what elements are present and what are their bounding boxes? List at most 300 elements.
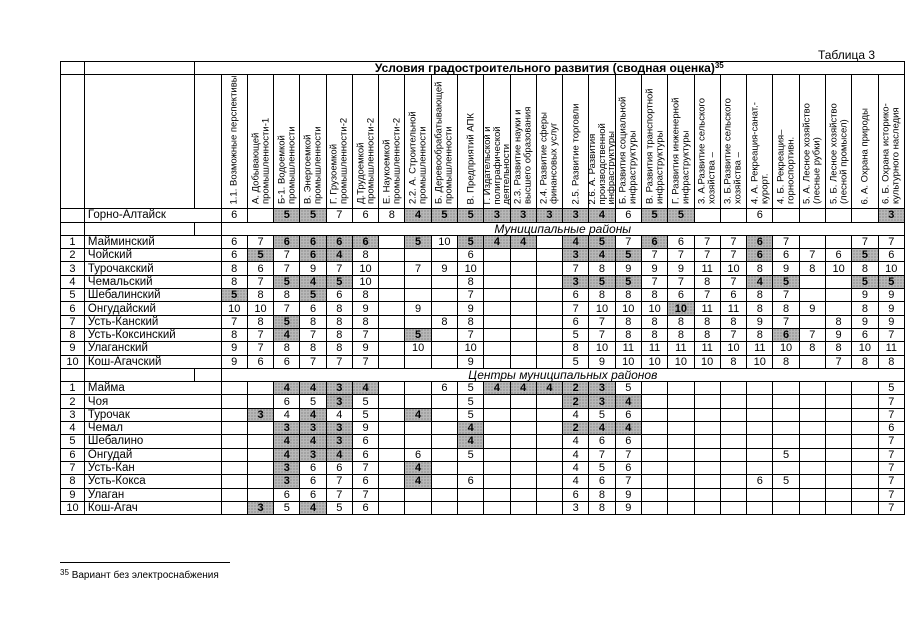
score-cell: [720, 209, 746, 222]
score-cell-highlight: 5: [668, 209, 694, 222]
column-header-text: 3. А.Развитие сельского хозяйства –: [696, 98, 718, 205]
score-cell: [431, 395, 457, 408]
section-title: Центры муниципальных районов: [221, 368, 904, 381]
score-cell: [484, 249, 510, 262]
score-cell: [484, 289, 510, 302]
score-cell: 10: [352, 275, 378, 288]
score-cell: [825, 275, 851, 288]
score-cell: [379, 395, 405, 408]
score-cell: [510, 501, 536, 514]
score-cell: [799, 501, 825, 514]
score-cell: 8: [615, 315, 641, 328]
score-cell: 7: [326, 488, 352, 501]
score-cell: [773, 461, 799, 474]
row-name: Усть-Кокса: [84, 475, 221, 488]
score-cell: 6: [247, 262, 273, 275]
table-row: [61, 249, 905, 262]
score-cell: [510, 289, 536, 302]
score-cell: [641, 501, 667, 514]
score-cell: 6: [431, 382, 457, 395]
score-cell: [852, 448, 878, 461]
corner-cell: [61, 62, 85, 75]
score-cell: [379, 355, 405, 368]
score-cell: 6: [405, 448, 431, 461]
score-cell: 10: [615, 355, 641, 368]
score-cell: 7: [878, 435, 904, 448]
score-cell: 8: [720, 355, 746, 368]
corner-cell: [84, 62, 194, 75]
score-cell-highlight: 4: [458, 435, 484, 448]
score-cell: [825, 209, 851, 222]
score-cell-highlight: 3: [326, 422, 352, 435]
score-cell: [668, 475, 694, 488]
score-cell: [773, 488, 799, 501]
score-cell-highlight: 3: [589, 382, 615, 395]
score-cell: 9: [221, 342, 247, 355]
section-title: Муниципальные районы: [221, 222, 904, 235]
score-cell: [773, 501, 799, 514]
score-cell: 9: [773, 262, 799, 275]
score-cell: 8: [799, 342, 825, 355]
column-header: [563, 75, 589, 209]
row-name: Майма: [84, 382, 221, 395]
score-cell: [641, 488, 667, 501]
score-cell: 7: [668, 249, 694, 262]
score-cell: 7: [563, 262, 589, 275]
score-cell: [510, 461, 536, 474]
score-cell: 9: [458, 355, 484, 368]
score-cell: 8: [352, 315, 378, 328]
score-cell: 6: [668, 289, 694, 302]
score-cell: [536, 355, 562, 368]
score-cell: 7: [589, 315, 615, 328]
score-cell: 5: [589, 461, 615, 474]
score-cell: 4: [563, 435, 589, 448]
score-cell: [458, 488, 484, 501]
table-row: [61, 262, 905, 275]
score-cell: 10: [641, 302, 667, 315]
score-cell-highlight: 5: [641, 209, 667, 222]
column-header-text: В. Предприятий АПК: [464, 112, 476, 205]
score-cell: 5: [589, 408, 615, 421]
score-cell-highlight: 4: [300, 275, 326, 288]
row-name: Кош-Агач: [84, 501, 221, 514]
table-row: [61, 235, 905, 248]
column-header-text: Е. Наукоемкой промышленности-2: [381, 118, 402, 205]
score-cell-highlight: 4: [300, 501, 326, 514]
score-cell: [536, 422, 562, 435]
score-cell: 4: [274, 408, 300, 421]
score-cell: 7: [878, 475, 904, 488]
score-cell: [484, 435, 510, 448]
score-cell: [852, 395, 878, 408]
score-cell: [484, 342, 510, 355]
column-header: [481, 75, 512, 209]
score-cell-highlight: 2: [563, 422, 589, 435]
score-cell: [458, 461, 484, 474]
score-cell: 6: [747, 209, 773, 222]
score-cell: [799, 461, 825, 474]
score-cell: 7: [247, 275, 273, 288]
score-cell-highlight: 4: [589, 422, 615, 435]
score-cell: 8: [747, 262, 773, 275]
score-cell: 7: [221, 315, 247, 328]
column-header-text: Г. Грузоемкой промышленности-2: [328, 118, 350, 205]
score-cell: 5: [563, 328, 589, 341]
score-cell: 7: [326, 355, 352, 368]
score-cell: 7: [247, 235, 273, 248]
score-cell: 10: [747, 355, 773, 368]
score-cell-highlight: 4: [615, 422, 641, 435]
score-cell: [773, 382, 799, 395]
score-cell-highlight: 3: [247, 408, 273, 421]
score-cell: [405, 422, 431, 435]
row-number: 9: [61, 488, 85, 501]
score-cell: 10: [641, 355, 667, 368]
column-header-text: 5. Б. Лесное хозяйство (лесной промысел): [828, 103, 849, 205]
score-cell: 7: [878, 408, 904, 421]
score-cell: 9: [852, 315, 878, 328]
score-cell: [379, 448, 405, 461]
score-cell: 4: [563, 408, 589, 421]
table-title: [194, 62, 904, 75]
row-number: [61, 209, 85, 222]
score-cell-highlight: 4: [274, 448, 300, 461]
score-cell: 7: [326, 475, 352, 488]
score-cell: [799, 355, 825, 368]
score-cell: 7: [878, 461, 904, 474]
column-header-text: Г. Развития инженерной инфраструктуры: [670, 97, 691, 205]
score-cell-highlight: 3: [510, 209, 536, 222]
score-cell: [773, 408, 799, 421]
column-header: [825, 75, 851, 209]
score-cell: 7: [852, 235, 878, 248]
score-cell: 7: [615, 475, 641, 488]
table-row: [61, 422, 905, 435]
score-cell: 6: [300, 488, 326, 501]
score-cell: [799, 382, 825, 395]
score-cell: [852, 475, 878, 488]
score-cell: 11: [694, 262, 720, 275]
score-cell: 6: [221, 235, 247, 248]
score-cell: [825, 289, 851, 302]
section-blank: [194, 368, 221, 381]
score-cell: 8: [694, 275, 720, 288]
score-cell: 10: [720, 262, 746, 275]
score-cell-highlight: 3: [878, 209, 904, 222]
score-cell: [773, 435, 799, 448]
score-cell: 10: [720, 342, 746, 355]
row-number: 6: [61, 448, 85, 461]
score-cell: [825, 408, 851, 421]
score-cell: [510, 275, 536, 288]
score-cell: 7: [720, 235, 746, 248]
score-cell: [799, 408, 825, 421]
score-cell: 10: [694, 355, 720, 368]
column-header: [458, 75, 484, 209]
score-cell: [510, 328, 536, 341]
score-cell: [852, 435, 878, 448]
score-cell-highlight: 6: [747, 249, 773, 262]
score-cell: 5: [773, 475, 799, 488]
score-cell: [221, 382, 247, 395]
score-cell: [825, 448, 851, 461]
score-cell: [694, 501, 720, 514]
score-cell-highlight: 5: [589, 235, 615, 248]
score-cell: [379, 328, 405, 341]
score-cell: 7: [694, 249, 720, 262]
score-cell: 8: [852, 355, 878, 368]
score-cell: [641, 422, 667, 435]
score-cell: 10: [458, 262, 484, 275]
score-cell: [799, 488, 825, 501]
score-cell: [379, 262, 405, 275]
score-cell: 6: [352, 448, 378, 461]
score-cell: 8: [589, 289, 615, 302]
score-cell: [510, 342, 536, 355]
score-cell-highlight: 3: [274, 475, 300, 488]
score-cell: [247, 209, 273, 222]
footnote: [60, 570, 219, 581]
column-header-text: Д.Трудоемкой промышленности-2: [355, 118, 376, 205]
score-cell: 8: [641, 289, 667, 302]
score-cell: 8: [852, 302, 878, 315]
score-cell: [484, 355, 510, 368]
score-cell: [668, 448, 694, 461]
score-cell: 9: [878, 302, 904, 315]
score-cell: [694, 382, 720, 395]
score-cell: 6: [352, 435, 378, 448]
column-header-text: 6. Б. Охрана историко-культурного наследия: [880, 103, 902, 205]
row-name: Майминский: [84, 235, 221, 248]
score-cell: 8: [825, 342, 851, 355]
score-cell: [852, 382, 878, 395]
score-cell: 6: [352, 475, 378, 488]
score-cell: 8: [747, 302, 773, 315]
score-cell: 7: [615, 448, 641, 461]
score-cell: [641, 382, 667, 395]
score-cell: [405, 435, 431, 448]
score-cell: [694, 209, 720, 222]
score-cell-highlight: 6: [274, 235, 300, 248]
score-cell: 7: [589, 328, 615, 341]
score-cell: 7: [352, 355, 378, 368]
score-cell: 11: [615, 342, 641, 355]
table-row: [61, 342, 905, 355]
score-cell: [668, 408, 694, 421]
row-name: Онгудайский: [84, 302, 221, 315]
score-cell: 8: [668, 328, 694, 341]
score-cell: 8: [720, 315, 746, 328]
row-number: 1: [61, 235, 85, 248]
score-cell: 7: [720, 249, 746, 262]
score-cell: [668, 395, 694, 408]
score-cell: [641, 461, 667, 474]
column-header: [747, 75, 773, 209]
score-cell: 7: [773, 289, 799, 302]
score-cell: [431, 342, 457, 355]
score-cell: 8: [747, 289, 773, 302]
score-cell-highlight: 4: [300, 382, 326, 395]
score-cell: [720, 475, 746, 488]
score-cell-highlight: 4: [326, 249, 352, 262]
table-row: [61, 302, 905, 315]
table-row: [61, 328, 905, 341]
score-cell: [536, 475, 562, 488]
score-cell: 8: [326, 342, 352, 355]
score-cell: 10: [458, 342, 484, 355]
score-cell: 9: [641, 262, 667, 275]
table-title-text: Условия градостроительного развития (сводная оценка): [374, 61, 715, 76]
score-cell: [510, 355, 536, 368]
row-name: Усть-Кан: [84, 461, 221, 474]
score-cell: 6: [458, 475, 484, 488]
header-name-blank: [84, 75, 194, 209]
row-name: Турочакский: [84, 262, 221, 275]
column-header: [379, 75, 405, 209]
score-cell: [852, 408, 878, 421]
score-cell: 6: [852, 328, 878, 341]
score-cell-highlight: 5: [405, 328, 431, 341]
score-cell: [668, 488, 694, 501]
score-cell: 6: [458, 249, 484, 262]
column-header: [326, 75, 352, 209]
score-cell: [773, 209, 799, 222]
score-cell: [431, 475, 457, 488]
score-cell: [536, 235, 562, 248]
score-cell: [510, 488, 536, 501]
score-cell: 8: [773, 302, 799, 315]
score-cell: 8: [221, 275, 247, 288]
column-header-text: В. Развития транспортной инфраструктуры: [644, 88, 665, 205]
column-header: [852, 75, 878, 209]
score-cell: [247, 488, 273, 501]
table-row: [61, 435, 905, 448]
score-cell: 6: [615, 435, 641, 448]
row-name: Улаганский: [84, 342, 221, 355]
score-cell: 7: [247, 328, 273, 341]
score-cell: [484, 408, 510, 421]
score-cell-highlight: 3: [300, 448, 326, 461]
score-cell: 9: [458, 302, 484, 315]
score-cell-highlight: 6: [641, 235, 667, 248]
score-cell: [431, 328, 457, 341]
section-blank: [84, 368, 194, 381]
score-cell: [641, 435, 667, 448]
score-cell-highlight: 4: [510, 235, 536, 248]
score-cell: 10: [589, 302, 615, 315]
column-header-text: 4. Б. Рекреация–горноспортивн.: [775, 129, 797, 205]
table-label: Таблица 3: [817, 48, 875, 62]
score-cell: [431, 448, 457, 461]
column-header: [300, 75, 326, 209]
score-cell: 9: [878, 315, 904, 328]
row-name: Чойский: [84, 249, 221, 262]
score-cell: 8: [641, 328, 667, 341]
score-cell: 7: [878, 448, 904, 461]
row-number: 10: [61, 355, 85, 368]
column-header: [668, 75, 694, 209]
score-cell: 9: [747, 315, 773, 328]
score-cell: 7: [720, 275, 746, 288]
score-cell: [825, 488, 851, 501]
row-name: Шебалино: [84, 435, 221, 448]
row-name: Усть-Канский: [84, 315, 221, 328]
table-row: [61, 275, 905, 288]
row-number: 3: [61, 262, 85, 275]
score-cell: [379, 249, 405, 262]
score-cell-highlight: 5: [852, 275, 878, 288]
score-cell: 8: [615, 328, 641, 341]
section-blank: [61, 222, 85, 235]
row-name: Чемальский: [84, 275, 221, 288]
column-header: [405, 75, 431, 209]
row-name: Шебалинский: [84, 289, 221, 302]
row-number: 7: [61, 461, 85, 474]
score-cell: [536, 275, 562, 288]
score-cell-highlight: 4: [405, 461, 431, 474]
score-cell: [668, 501, 694, 514]
column-header-text: 2.2. А. Строительной промышленности: [407, 111, 429, 205]
score-cell-highlight: 4: [405, 475, 431, 488]
section-blank: [194, 222, 221, 235]
score-cell: 9: [615, 262, 641, 275]
column-header: [878, 75, 904, 209]
score-cell: 5: [458, 408, 484, 421]
score-cell: [668, 422, 694, 435]
column-header: [694, 75, 720, 209]
score-cell: [484, 475, 510, 488]
score-cell: [431, 275, 457, 288]
column-header-text: Б. Развития социальной инфраструктуры: [617, 96, 639, 205]
score-cell: [852, 422, 878, 435]
score-cell: [825, 501, 851, 514]
score-cell: 7: [773, 315, 799, 328]
score-cell: 8: [825, 315, 851, 328]
score-cell: 8: [431, 315, 457, 328]
score-cell: [510, 249, 536, 262]
table-row: [61, 408, 905, 421]
score-cell: 7: [720, 328, 746, 341]
header-num-blank: [61, 75, 85, 209]
column-header: [431, 75, 457, 209]
score-cell: [431, 408, 457, 421]
score-cell: [720, 461, 746, 474]
column-header: [352, 75, 378, 209]
score-cell: 8: [274, 289, 300, 302]
score-cell: 9: [799, 302, 825, 315]
score-cell: 5: [352, 395, 378, 408]
score-cell: [825, 475, 851, 488]
score-cell: 8: [379, 209, 405, 222]
score-cell-highlight: 4: [274, 328, 300, 341]
score-cell: 8: [589, 501, 615, 514]
score-cell-highlight: 3: [563, 275, 589, 288]
column-header-text: 4. А. Рекреация-санат.-курорт.: [749, 102, 770, 205]
score-cell: [379, 461, 405, 474]
score-cell: 8: [300, 342, 326, 355]
score-cell: 9: [352, 302, 378, 315]
score-cell: [379, 342, 405, 355]
table-row: [61, 382, 905, 395]
score-cell: 6: [352, 501, 378, 514]
row-name: Горно-Алтайск: [84, 209, 221, 222]
score-cell: [510, 435, 536, 448]
score-cell: [825, 422, 851, 435]
score-cell-highlight: 4: [484, 382, 510, 395]
score-cell: 6: [773, 249, 799, 262]
score-cell: [694, 435, 720, 448]
